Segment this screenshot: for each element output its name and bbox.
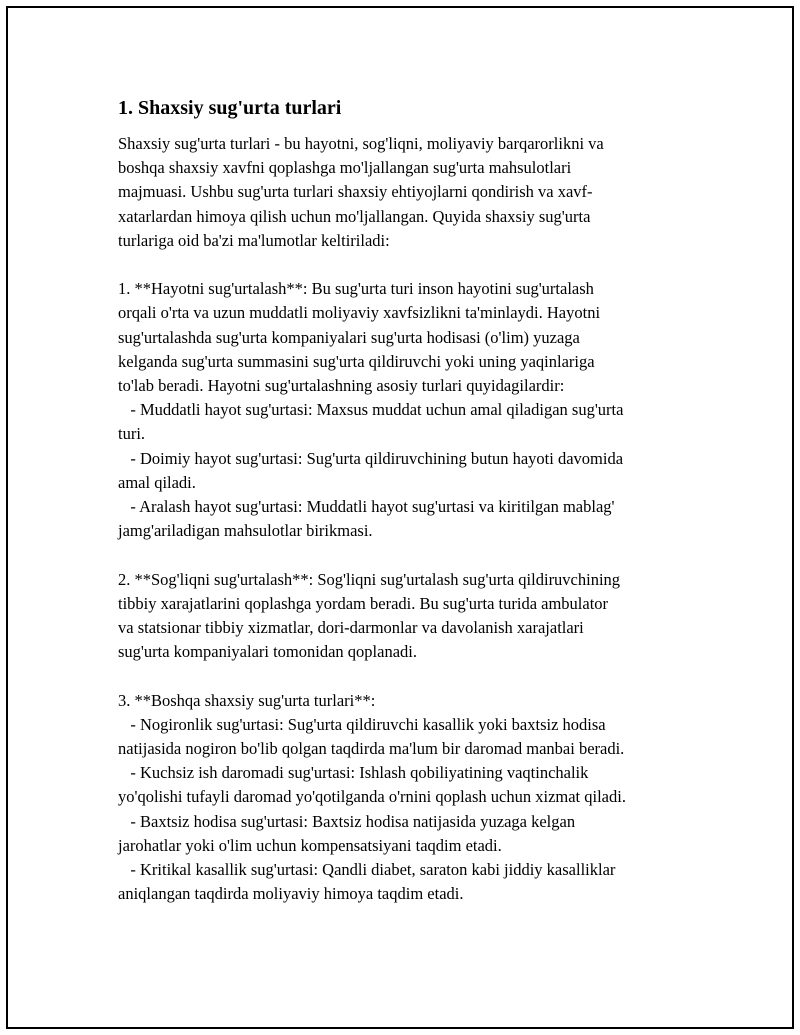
document-content — [118, 94, 688, 907]
document-page — [6, 6, 794, 1029]
document-body: Shaxsiy sug'urta turlari - bu hayotni, sog'liqni, moliyaviy barqarorlikni va boshqa shaxsiy xavfni qoplashga mo'ljallangan sug'urta mahsulotlari majmuasi. Ushbu sug'urta turlari shaxsiy ehtiyojlarni qondirish va xavf- xatarlardan himoya qilish uchun mo'ljallangan. Quyida shaxsiy sug'urta turlariga oid ba'zi ma'lumotlar keltiriladi: 1. **Hayotni sug'urtalash**: Bu sug'urta turi inson hayotini sug'urtalash orqali o'rta va uzun muddatli moliyaviy xavfsizlikni ta'minlaydi. Hayotni sug'urtalashda sug'urta kompaniyalari sug'urta hodisasi (o'lim) yuzaga kelganda sug'urta summasini sug'urta qildiruvchi yoki uning yaqinlariga to'lab beradi. Hayotni sug'urtalashning asosiy turlari quyidagilardir: - Muddatli hayot sug'urtasi: Maxsus muddat uchun amal qiladigan sug'urta turi. - Doimiy hayot sug'urtasi: Sug'urta qildiruvchining butun hayoti davomida amal qiladi. - Aralash hayot sug'urtasi: Muddatli hayot sug'urtasi va kiritilgan mablag' jamg'ariladigan mahsulotlar birikmasi. 2. **Sog'liqni sug'urtalash**: Sog'liqni sug'urtalash sug'urta qildiruvchining tibbiy xarajatlarini qoplashga yordam beradi. Bu sug'urta turida ambulator va statsionar tibbiy xizmatlar, dori-darmonlar va davolanish xarajatlari sug'urta kompaniyalari tomonidan qoplanadi. 3. **Boshqa shaxsiy sug'urta turlari**: - Nogironlik sug'urtasi: Sug'urta qildiruvchi kasallik yoki baxtsiz hodisa natijasida nogiron bo'lib qolgan taqdirda ma'lum bir daromad manbai beradi. - Kuchsiz ish daromadi sug'urtasi: Ishlash qobiliyatining vaqtinchalik yo'qolishi tufayli daromad yo'qotilganda o'rnini qoplash uchun xizmat qiladi. - Baxtsiz hodisa sug'urtasi: Baxtsiz hodisa natijasida yuzaga kelgan jarohatlar yoki o'lim uchun kompensatsiyani taqdim etadi. - Kritikal kasallik sug'urtasi: Qandli diabet, saraton kabi jiddiy kasalliklar aniqlangan taqdirda moliyaviy himoya taqdim etadi. — [118, 134, 626, 904]
document-title: 1. Shaxsiy sug'urta turlari — [118, 97, 342, 119]
